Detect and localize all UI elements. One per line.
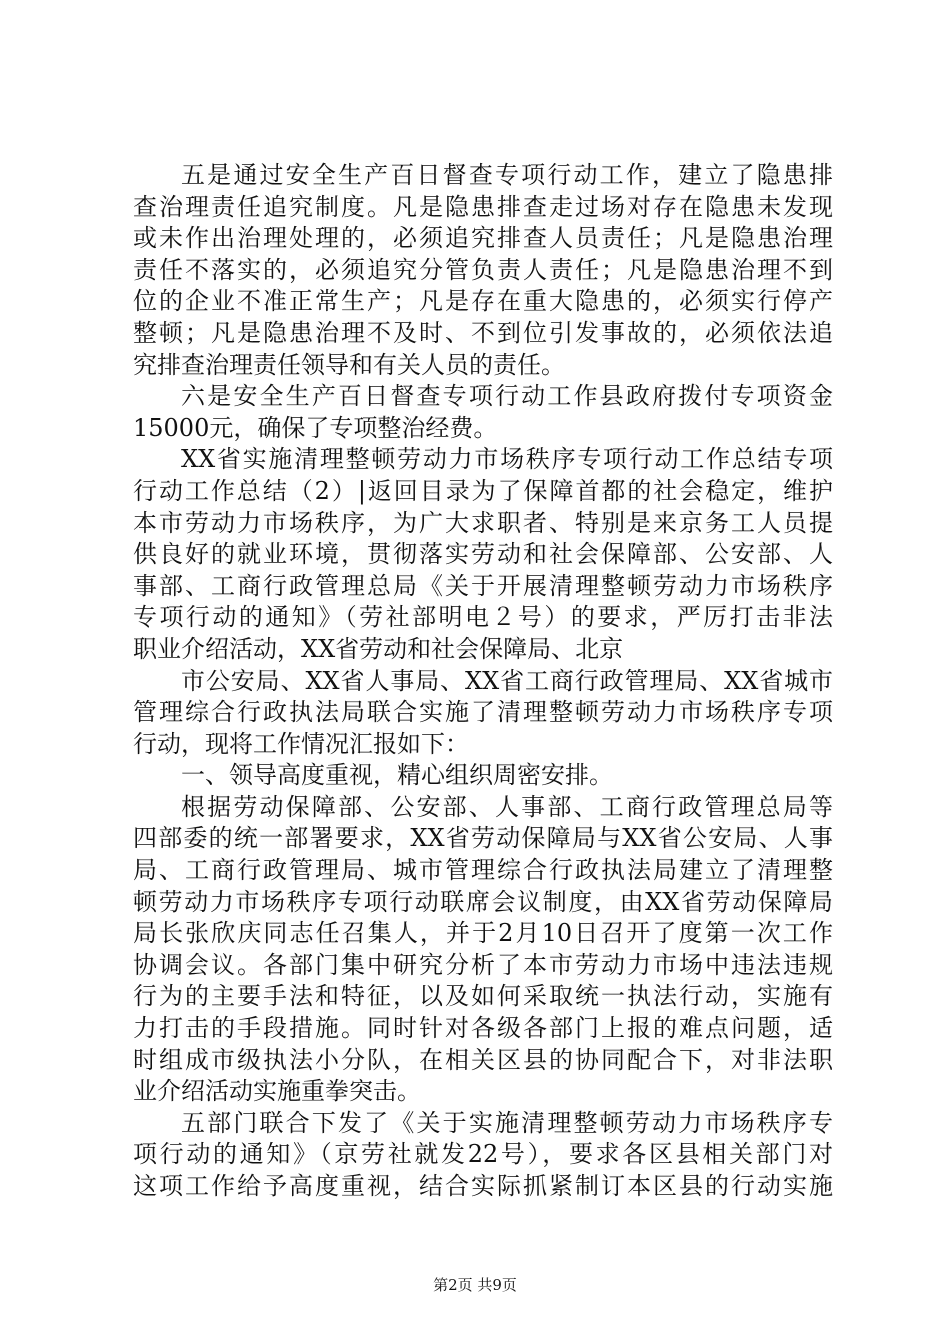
text-line: 一、领导高度重视，精心组织周密安排。 bbox=[181, 761, 613, 790]
page-footer: 第2页 共9页 bbox=[433, 1276, 517, 1294]
text-line: 管理综合行政执法局联合实施了清理整顿劳动力市场秩序专项 bbox=[133, 698, 833, 727]
text-line: 究排查治理责任领导和有关人员的责任。 bbox=[133, 350, 565, 379]
text-line: 行动，现将工作情况汇报如下： bbox=[133, 729, 469, 758]
text-line: 六是安全生产百日督查专项行动工作县政府拨付专项资金 bbox=[181, 382, 833, 411]
text-line: 行动工作总结（2）|返回目录为了保障首都的社会稳定，维护 bbox=[133, 476, 833, 505]
text-line: 四部委的统一部署要求，XX省劳动保障局与XX省公安局、人事 bbox=[133, 824, 833, 853]
text-line: 局、工商行政管理局、城市管理综合行政执法局建立了清理整 bbox=[133, 856, 833, 885]
text-line: 五是通过安全生产百日督查专项行动工作，建立了隐患排 bbox=[181, 161, 833, 189]
text-line: 项行动的通知》（京劳社就发22号），要求各区县相关部门对 bbox=[133, 1140, 833, 1169]
document-body bbox=[133, 160, 833, 1203]
text-line: 顿劳动力市场秩序专项行动联席会议制度，由XX省劳动保障局 bbox=[133, 887, 833, 916]
text-line: 行为的主要手法和特征，以及如何采取统一执法行动，实施有 bbox=[133, 982, 833, 1011]
text-line: 整顿；凡是隐患治理不及时、不到位引发事故的，必须依法追 bbox=[133, 318, 833, 347]
text-line: 事部、工商行政管理总局《关于开展清理整顿劳动力市场秩序 bbox=[133, 571, 833, 600]
text-line: 本市劳动力市场秩序，为广大求职者、特别是来京务工人员提 bbox=[133, 508, 833, 537]
text-line: 这项工作给予高度重视，结合实际抓紧制订本区县的行动实施 bbox=[133, 1172, 833, 1200]
text-line: 时组成市级执法小分队，在相关区县的协同配合下，对非法职 bbox=[133, 1045, 833, 1074]
text-line: 位的企业不准正常生产；凡是存在重大隐患的，必须实行停产 bbox=[133, 287, 833, 316]
text-line: 供良好的就业环境，贯彻落实劳动和社会保障部、公安部、人 bbox=[133, 540, 833, 569]
text-line: 力打击的手段措施。同时针对各级各部门上报的难点问题，适 bbox=[133, 1014, 833, 1043]
text-line: 五部门联合下发了《关于实施清理整顿劳动力市场秩序专 bbox=[181, 1108, 833, 1137]
text-line: 专项行动的通知》（劳社部明电２号）的要求，严厉打击非法 bbox=[133, 603, 833, 632]
text-line: 或未作出治理处理的，必须追究排查人员责任；凡是隐患治理 bbox=[133, 224, 833, 253]
text-line: 职业介绍活动，XX省劳动和社会保障局、北京 bbox=[133, 634, 624, 663]
text-line: 根据劳动保障部、公安部、人事部、工商行政管理总局等 bbox=[181, 792, 833, 821]
text-line: XX省实施清理整顿劳动力市场秩序专项行动工作总结专项 bbox=[181, 445, 833, 474]
text-line: 责任不落实的，必须追究分管负责人责任；凡是隐患治理不到 bbox=[133, 255, 833, 284]
text-line: 查治理责任追究制度。凡是隐患排查走过场对存在隐患未发现 bbox=[133, 192, 833, 221]
text-line: 15000元，确保了专项整治经费。 bbox=[133, 413, 498, 442]
text-line: 市公安局、XX省人事局、XX省工商行政管理局、XX省城市 bbox=[181, 666, 833, 695]
text-line: 局长张欣庆同志任召集人，并于2月10日召开了度第一次工作 bbox=[133, 919, 833, 948]
text-line: 协调会议。各部门集中研究分析了本市劳动力市场中违法违规 bbox=[133, 950, 833, 979]
text-line: 业介绍活动实施重拳突击。 bbox=[133, 1077, 421, 1106]
